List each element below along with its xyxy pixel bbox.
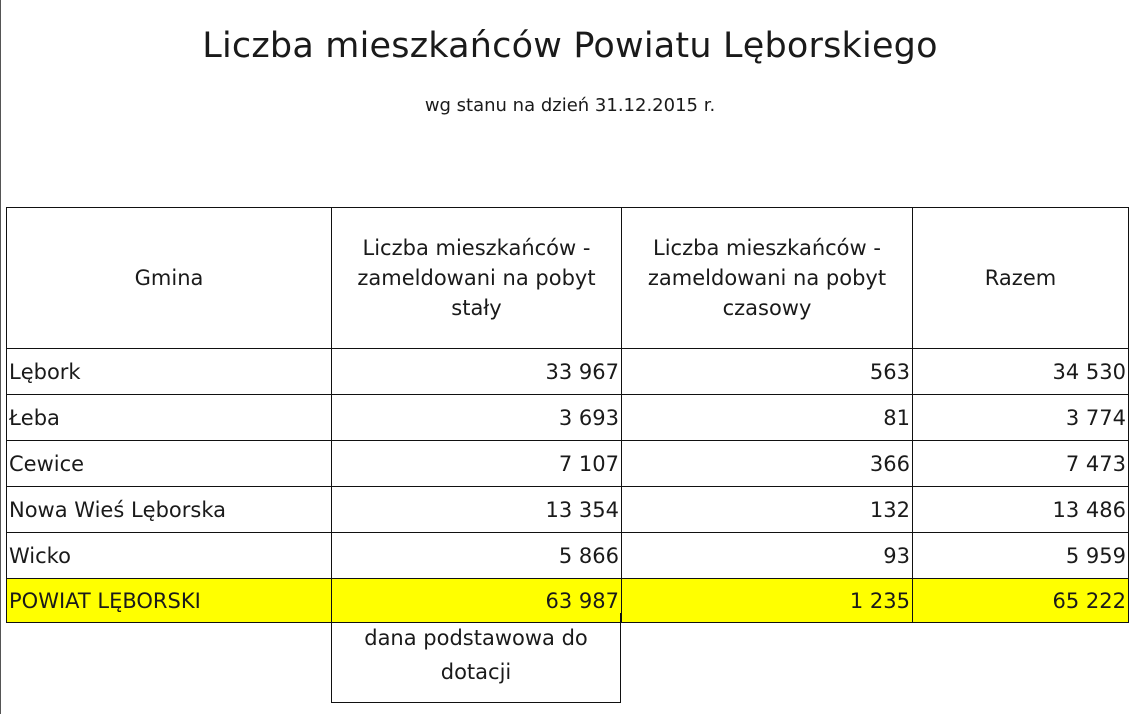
header-pobyt-staly: Liczba mieszkańców - zameldowani na pobyt stały (332, 208, 622, 349)
cell-gmina: Lębork (7, 349, 332, 395)
table-row (7, 441, 1129, 487)
cell-pobyt-staly: 5 866 (332, 533, 622, 579)
cell-gmina: Nowa Wieś Lęborska (7, 487, 332, 533)
cell-razem: 7 473 (913, 441, 1129, 487)
total-pobyt-czasowy: 1 235 (622, 579, 913, 623)
header-gmina: Gmina (7, 208, 332, 349)
cell-pobyt-czasowy: 93 (622, 533, 913, 579)
table-row (7, 349, 1129, 395)
cell-pobyt-staly: 3 693 (332, 395, 622, 441)
cell-pobyt-czasowy: 366 (622, 441, 913, 487)
cell-gmina: Łeba (7, 395, 332, 441)
cell-razem: 5 959 (913, 533, 1129, 579)
header-pobyt-czasowy: Liczba mieszkańców - zameldowani na pobyt czasowy (622, 208, 913, 349)
cell-gmina: Wicko (7, 533, 332, 579)
table-row (7, 533, 1129, 579)
cell-pobyt-staly: 33 967 (332, 349, 622, 395)
cell-pobyt-staly: 7 107 (332, 441, 622, 487)
subsidy-note: dana podstawowa do dotacji (331, 613, 621, 703)
population-table (6, 207, 1129, 623)
cell-pobyt-staly: 13 354 (332, 487, 622, 533)
table-header-row (7, 208, 1129, 349)
document-title: Liczba mieszkańców Powiatu Lęborskiego (202, 26, 938, 66)
total-pobyt-staly: 63 987 (332, 579, 622, 623)
table-row (7, 395, 1129, 441)
cell-pobyt-czasowy: 132 (622, 487, 913, 533)
cell-pobyt-czasowy: 81 (622, 395, 913, 441)
total-gmina: POWIAT LĘBORSKI (7, 579, 332, 623)
cell-gmina: Cewice (7, 441, 332, 487)
cell-razem: 3 774 (913, 395, 1129, 441)
cell-razem: 13 486 (913, 487, 1129, 533)
cell-pobyt-czasowy: 563 (622, 349, 913, 395)
total-razem: 65 222 (913, 579, 1129, 623)
document-subtitle: wg stanu na dzień 31.12.2015 r. (424, 95, 716, 116)
table-row (7, 487, 1129, 533)
header-razem: Razem (913, 208, 1129, 349)
cell-razem: 34 530 (913, 349, 1129, 395)
